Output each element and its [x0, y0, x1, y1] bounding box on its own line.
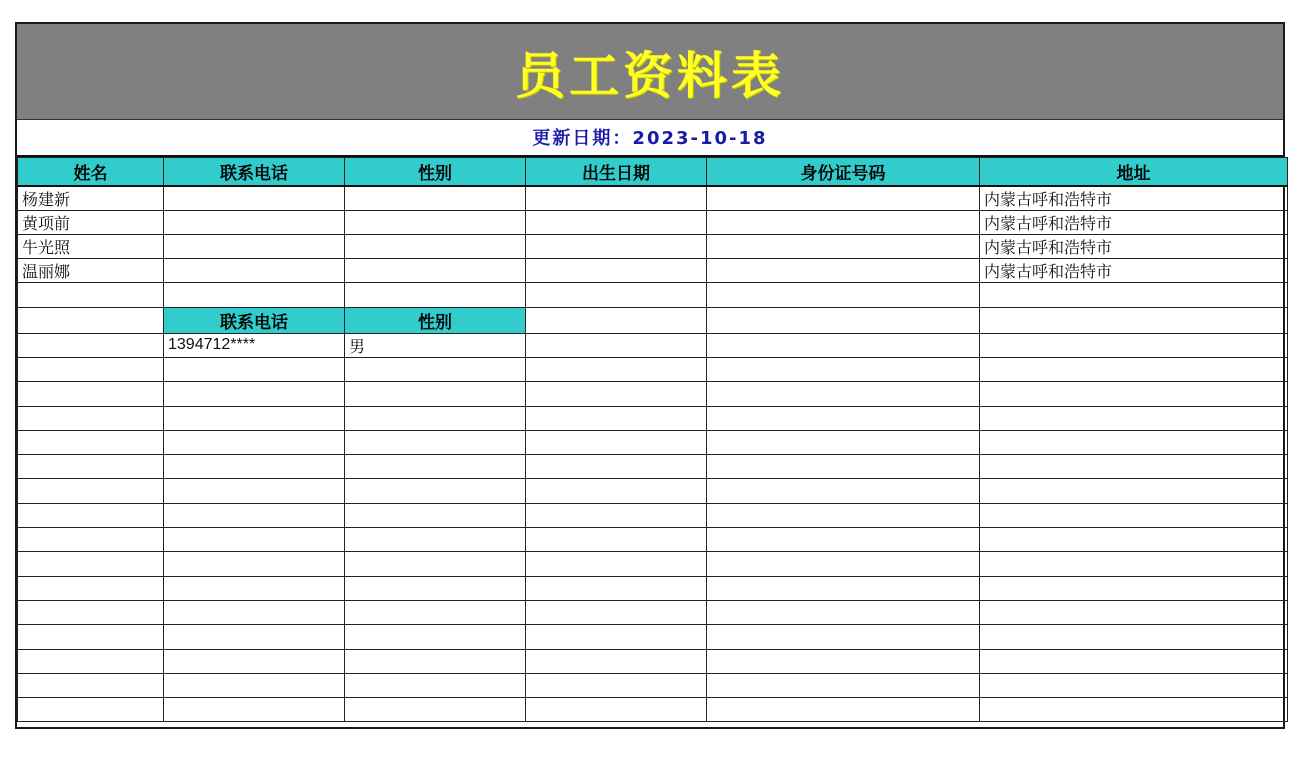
table-row — [18, 698, 1288, 722]
cell-empty[interactable] — [18, 528, 164, 552]
cell-empty[interactable] — [18, 283, 164, 307]
cell-empty[interactable] — [980, 600, 1288, 624]
cell-empty[interactable] — [18, 625, 164, 649]
cell-empty[interactable] — [164, 625, 345, 649]
cell-empty[interactable] — [707, 382, 980, 406]
cell-empty[interactable] — [164, 357, 345, 381]
cell-empty[interactable] — [526, 625, 707, 649]
cell-empty[interactable] — [707, 649, 980, 673]
cell-empty[interactable] — [345, 455, 526, 479]
table-row — [18, 234, 1288, 258]
cell-empty[interactable] — [707, 552, 980, 576]
cell-birthdate[interactable] — [526, 186, 707, 211]
table-row — [18, 625, 1288, 649]
table-row — [18, 600, 1288, 624]
cell-empty[interactable] — [345, 479, 526, 503]
cell-empty[interactable] — [164, 430, 345, 454]
cell-empty[interactable] — [345, 673, 526, 697]
table-row — [18, 649, 1288, 673]
cell-address[interactable]: 内蒙古呼和浩特市 — [980, 259, 1288, 283]
cell-empty[interactable] — [18, 333, 164, 357]
cell-empty[interactable] — [526, 649, 707, 673]
cell-empty[interactable] — [526, 283, 707, 307]
cell-empty[interactable] — [707, 357, 980, 381]
cell-empty[interactable] — [707, 430, 980, 454]
cell-empty[interactable] — [526, 430, 707, 454]
cell-empty[interactable] — [164, 698, 345, 722]
update-date-row — [17, 119, 1283, 157]
cell-empty[interactable] — [707, 698, 980, 722]
cell-empty[interactable] — [707, 625, 980, 649]
cell-empty[interactable] — [345, 283, 526, 307]
cell-empty[interactable] — [345, 698, 526, 722]
cell-empty[interactable] — [345, 600, 526, 624]
header-gender[interactable]: 性别 — [345, 158, 526, 186]
cell-empty[interactable] — [345, 528, 526, 552]
sub-value-phone[interactable]: 1394712**** — [164, 333, 345, 357]
sub-value-row — [18, 333, 1288, 357]
cell-empty[interactable] — [707, 307, 980, 333]
cell-empty[interactable] — [980, 406, 1288, 430]
table-row — [18, 576, 1288, 600]
cell-empty[interactable] — [526, 479, 707, 503]
cell-empty[interactable] — [18, 503, 164, 527]
cell-empty[interactable] — [707, 406, 980, 430]
cell-empty[interactable] — [164, 673, 345, 697]
cell-empty[interactable] — [18, 357, 164, 381]
cell-empty[interactable] — [980, 357, 1288, 381]
cell-empty[interactable] — [980, 649, 1288, 673]
cell-empty[interactable] — [18, 307, 164, 333]
cell-empty[interactable] — [980, 673, 1288, 697]
cell-gender[interactable] — [345, 234, 526, 258]
cell-id-number[interactable] — [707, 210, 980, 234]
cell-empty[interactable] — [345, 357, 526, 381]
cell-empty[interactable] — [345, 382, 526, 406]
cell-empty[interactable] — [345, 406, 526, 430]
cell-empty[interactable] — [164, 576, 345, 600]
cell-empty[interactable] — [164, 382, 345, 406]
cell-empty[interactable] — [526, 333, 707, 357]
cell-empty[interactable] — [526, 552, 707, 576]
cell-empty[interactable] — [707, 455, 980, 479]
cell-empty[interactable] — [526, 673, 707, 697]
sub-value-gender[interactable]: 男 — [345, 333, 526, 357]
cell-empty[interactable] — [980, 528, 1288, 552]
cell-phone[interactable] — [164, 259, 345, 283]
cell-id-number[interactable] — [707, 186, 980, 211]
cell-address[interactable]: 内蒙古呼和浩特市 — [980, 210, 1288, 234]
cell-address[interactable]: 内蒙古呼和浩特市 — [980, 186, 1288, 211]
table-row — [18, 186, 1288, 211]
cell-empty[interactable] — [526, 307, 707, 333]
cell-birthdate[interactable] — [526, 234, 707, 258]
cell-empty[interactable] — [980, 333, 1288, 357]
cell-empty[interactable] — [707, 528, 980, 552]
cell-gender[interactable] — [345, 259, 526, 283]
sub-header-row — [18, 307, 1288, 333]
cell-empty[interactable] — [707, 283, 980, 307]
cell-empty[interactable] — [164, 406, 345, 430]
cell-empty[interactable] — [526, 357, 707, 381]
cell-empty[interactable] — [980, 479, 1288, 503]
header-row — [18, 158, 1288, 186]
cell-id-number[interactable] — [707, 234, 980, 258]
cell-empty[interactable] — [18, 455, 164, 479]
cell-name[interactable]: 黄项前 — [18, 210, 164, 234]
table-row — [18, 430, 1288, 454]
table-row — [18, 406, 1288, 430]
cell-gender[interactable] — [345, 186, 526, 211]
table-row — [18, 552, 1288, 576]
table-row — [18, 503, 1288, 527]
cell-id-number[interactable] — [707, 259, 980, 283]
cell-empty[interactable] — [980, 503, 1288, 527]
cell-empty[interactable] — [18, 406, 164, 430]
cell-gender[interactable] — [345, 210, 526, 234]
page-title: 员工资料表 — [515, 46, 785, 105]
cell-empty[interactable] — [526, 382, 707, 406]
cell-name[interactable]: 杨建新 — [18, 186, 164, 211]
cell-empty[interactable] — [18, 552, 164, 576]
cell-name[interactable]: 牛光照 — [18, 234, 164, 258]
cell-empty[interactable] — [707, 479, 980, 503]
cell-birthdate[interactable] — [526, 210, 707, 234]
cell-empty[interactable] — [18, 576, 164, 600]
cell-empty[interactable] — [164, 455, 345, 479]
cell-phone[interactable] — [164, 210, 345, 234]
table-row — [18, 382, 1288, 406]
cell-empty[interactable] — [345, 503, 526, 527]
cell-empty[interactable] — [526, 503, 707, 527]
cell-empty[interactable] — [707, 503, 980, 527]
spreadsheet-sheet — [15, 22, 1285, 729]
cell-empty[interactable] — [345, 649, 526, 673]
cell-empty[interactable] — [164, 600, 345, 624]
cell-empty[interactable] — [980, 430, 1288, 454]
table-row — [18, 283, 1288, 307]
cell-empty[interactable] — [980, 698, 1288, 722]
cell-empty[interactable] — [980, 307, 1288, 333]
cell-empty[interactable] — [526, 698, 707, 722]
cell-empty[interactable] — [980, 576, 1288, 600]
cell-empty[interactable] — [980, 382, 1288, 406]
cell-empty[interactable] — [526, 600, 707, 624]
employee-table — [17, 157, 1288, 722]
update-date-text: 更新日期：2023-10-18 — [532, 128, 768, 149]
cell-empty[interactable] — [164, 552, 345, 576]
cell-empty[interactable] — [526, 576, 707, 600]
table-row — [18, 528, 1288, 552]
cell-empty[interactable] — [18, 479, 164, 503]
cell-empty[interactable] — [526, 406, 707, 430]
cell-empty[interactable] — [345, 625, 526, 649]
cell-phone[interactable] — [164, 234, 345, 258]
title-band — [17, 24, 1283, 120]
cell-address[interactable]: 内蒙古呼和浩特市 — [980, 234, 1288, 258]
table-row — [18, 455, 1288, 479]
cell-empty[interactable] — [707, 600, 980, 624]
cell-empty[interactable] — [18, 673, 164, 697]
cell-empty[interactable] — [526, 528, 707, 552]
cell-empty[interactable] — [345, 576, 526, 600]
cell-empty[interactable] — [18, 382, 164, 406]
cell-empty[interactable] — [345, 430, 526, 454]
cell-empty[interactable] — [164, 649, 345, 673]
cell-name[interactable]: 温丽娜 — [18, 259, 164, 283]
cell-empty[interactable] — [980, 625, 1288, 649]
cell-empty[interactable] — [980, 283, 1288, 307]
cell-empty[interactable] — [980, 552, 1288, 576]
table-row — [18, 357, 1288, 381]
header-name[interactable]: 姓名 — [18, 158, 164, 186]
cell-phone[interactable] — [164, 186, 345, 211]
header-id-number[interactable]: 身份证号码 — [707, 158, 980, 186]
cell-empty[interactable] — [526, 455, 707, 479]
cell-empty[interactable] — [707, 673, 980, 697]
cell-empty[interactable] — [18, 600, 164, 624]
table-row — [18, 210, 1288, 234]
cell-empty[interactable] — [18, 698, 164, 722]
cell-empty[interactable] — [707, 333, 980, 357]
cell-empty[interactable] — [980, 455, 1288, 479]
header-birthdate[interactable]: 出生日期 — [526, 158, 707, 186]
table-row — [18, 259, 1288, 283]
table-row — [18, 479, 1288, 503]
cell-empty[interactable] — [18, 430, 164, 454]
cell-empty[interactable] — [164, 503, 345, 527]
table-row — [18, 673, 1288, 697]
cell-empty[interactable] — [164, 528, 345, 552]
header-phone[interactable]: 联系电话 — [164, 158, 345, 186]
sub-header-gender[interactable]: 性别 — [345, 307, 526, 333]
sub-header-phone[interactable]: 联系电话 — [164, 307, 345, 333]
cell-empty[interactable] — [707, 576, 980, 600]
cell-birthdate[interactable] — [526, 259, 707, 283]
header-address[interactable]: 地址 — [980, 158, 1288, 186]
cell-empty[interactable] — [18, 649, 164, 673]
cell-empty[interactable] — [164, 283, 345, 307]
cell-empty[interactable] — [164, 479, 345, 503]
cell-empty[interactable] — [345, 552, 526, 576]
